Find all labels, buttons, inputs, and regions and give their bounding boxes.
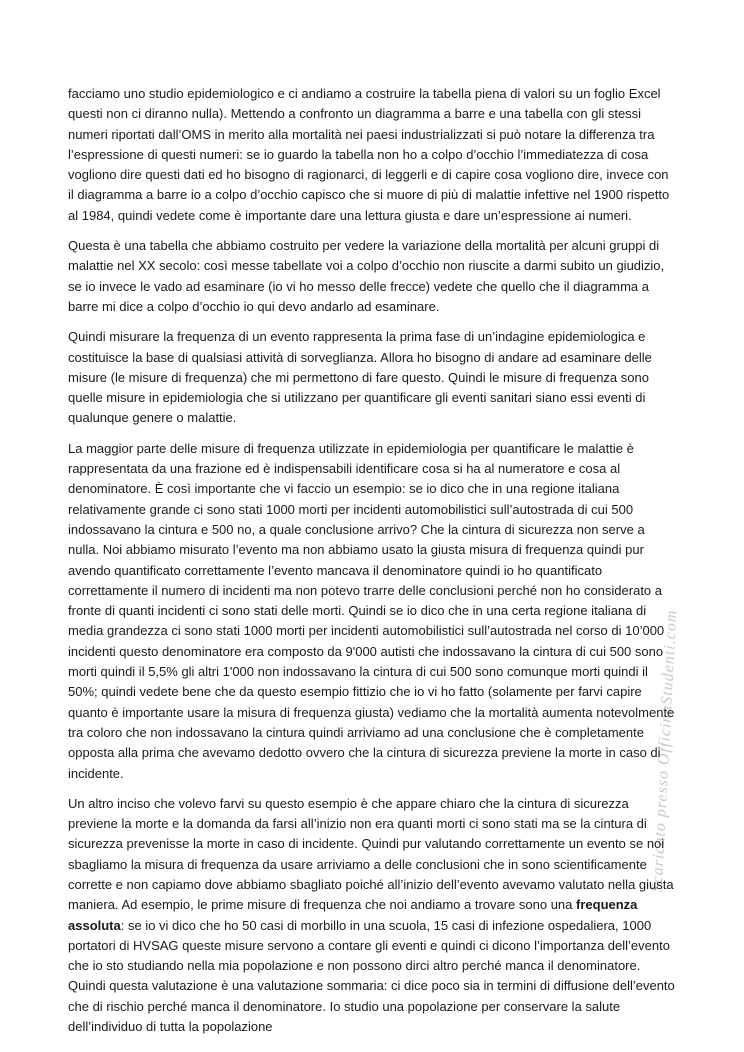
- paragraph-5-text-before: Un altro inciso che volevo farvi su questo esempio è che appare chiaro che la cintura di sicurezza previene la morte e la domanda da farsi all’inizio non era quanti morti ci sono stati ma se la cintura di sicurezza prevenisse la morte in caso di incidente. Quindi pur valutando correttamente un evento se noi sbagliamo la misura di frequenza da usare arriviamo a delle conclusioni che in sono scientificamente corrette e non capiamo dove abbiamo sbagliato poiché all’inizio dell’evento avevamo valutato nella giusta maniera. Ad esempio, le prime misure di frequenza che noi andiamo a trovare sono una: [68, 795, 674, 913]
- paragraph-4: La maggior parte delle misure di frequenza utilizzate in epidemiologia per quantificare le malattie è rappresentata da una frazione ed è indispensabili identificare cosa si ha al numeratore e cosa al denominatore. È così importante che vi faccio un esempio: se io dico che in una regione italiana relativamente grande ci sono stati 1000 morti per incidenti automobilistici sull’autostrada di cui 500 indossavano la cintura e 500 no, a quale conclusione arrivo? Che la cintura di sicurezza non serve a nulla. Noi abbiamo misurato l’evento ma non abbiamo usato la giusta misura di frequenza quindi pur avendo quantificato correttamente l’evento mancava il denominatore quindi io ho quantificato correttamente il numero di incidenti ma non potevo trarre delle conclusioni perché non ho considerato a fronte di quanti incidenti ci sono stati delle morti. Quindi se io dico che in una certa regione italiana di media grandezza ci sono stati 1000 morti per incidenti automobilistici sull’autostrada nel corso di 10’000 incidenti questo denominatore era composto da 9'000 autisti che indossavano la cintura di cui 500 sono morti quindi il 5,5% gli altri 1'000 non indossavano la cintura di cui 500 sono comunque morti quindi il 50%; quindi vedete bene che da questo esempio fittizio che io vi ho fatto (solamente per farvi capire quanto è importante usare la misura di frequenza giusta) vediamo che la mortalità aumenta notevolmente tra coloro che non indossavano la cintura quindi arriviamo ad una conclusione che è completamente opposta alla prima che avevamo dedotto ovvero che la cintura di sicurezza previene la morte in caso di incidente.: [68, 440, 675, 781]
- document-body: [68, 84, 677, 1047]
- paragraph-2: Questa è una tabella che abbiamo costruito per vedere la variazione della mortalità per alcuni gruppi di malattie nel XX secolo: così messe tabellate voi a colpo d’occhio non riuscite a darmi subito un giudizio, se io invece le vado ad esaminare (io vi ho messo delle frecce) vedete che quello che il diagramma a barre mi dice a colpo d’occhio io qui devo andarlo ad esaminare.: [68, 238, 665, 314]
- paragraph-3: Quindi misurare la frequenza di un evento rappresenta la prima fase di un’indagine epidemiologica e costituisce la base di qualsiasi attività di sorveglianza. Allora ho bisogno di andare ad esaminare delle misure (le misure di frequenza) che mi permettono di fare questo. Quindi le misure di frequenza sono quelle misure in epidemiologia che si utilizzano per quantificare gli eventi sanitari siano essi eventi di qualunque genere o malattie.: [68, 329, 652, 426]
- bold-term-frequenza-assoluta: frequenza assoluta: [68, 897, 638, 933]
- paragraph-5: [68, 794, 677, 1038]
- paragraph-5-text-after: : se io vi dico che ho 50 casi di morbillo in una scuola, 15 casi di infezione ospedaliera, 1000 portatori di HVSAG queste misure servono a contare gli eventi e quindi ci dicono l’importanza dell’evento che io sto studiando nella mia popolazione e non possono dirci altro perché manca il denominatore. Quindi questa valutazione è una valutazione sommaria: ci dice poco sia in termini di diffusione dell’evento che di rischio perché manca il denominatore. Io studio una popolazione per conservare la salute dell’individuo di tutta la popolazione: [68, 917, 675, 1035]
- paragraph-1: facciamo uno studio epidemiologico e ci andiamo a costruire la tabella piena di valori su un foglio Excel questi non ci diranno nulla). Mettendo a confronto un diagramma a barre e una tabella con gli stessi numeri riportati dall’OMS in merito alla mortalità nei paesi industrializzati si può notare la differenza tra l’espressione di questi numeri: se io guardo la tabella non ho a colpo d’occhio l’immediatezza di cosa vogliono dire questi dati ed ho bisogno di ragionarci, di leggerli e di capire cosa vogliono dire, invece con il diagramma a barre io a colpo d’occhio capisco che si muore di più di malattie infettive nel 1900 rispetto al 1984, quindi vedete come è importante dare una lettura giusta e dare un’espressione ai numeri.: [68, 86, 670, 223]
- watermark: Scaricato presso OfficinaStudenti.com: [648, 609, 681, 893]
